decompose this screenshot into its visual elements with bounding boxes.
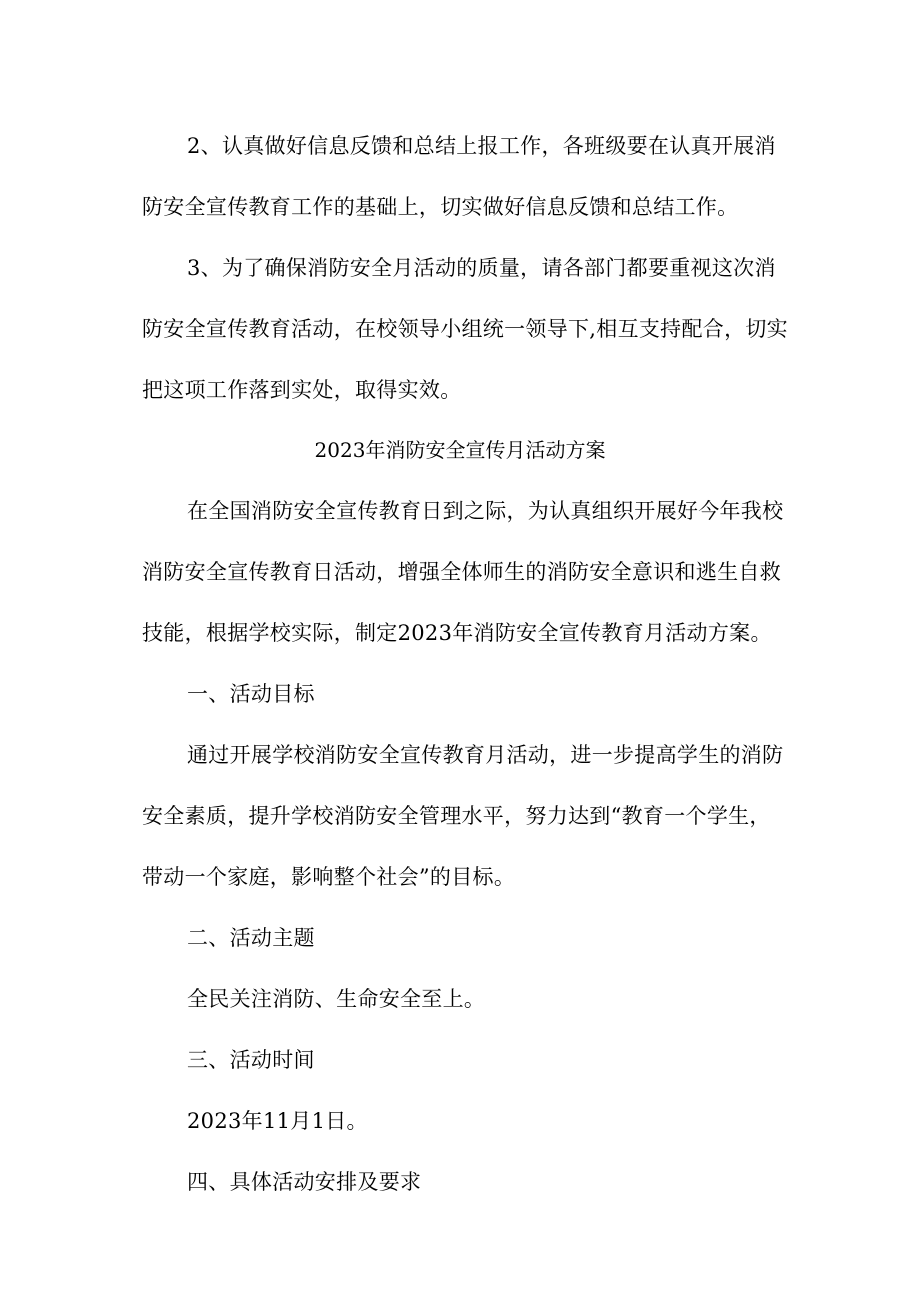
section-1-heading: 一、活动目标 [187,682,315,706]
section-4-heading: 四、具体活动安排及要求 [187,1170,422,1194]
intro-line-1: 在全国消防安全宣传教育日到之际，为认真组织开展好今年我校 [187,499,784,523]
intro-line-3: 技能，根据学校实际，制定2023年消防安全宣传教育月活动方案。 [142,621,772,645]
document-title: 2023年消防安全宣传月活动方案 [314,438,606,462]
intro-line-2: 消防安全宣传教育日活动，增强全体师生的消防安全意识和逃生自救 [142,560,781,584]
section-2-body: 全民关注消防、生命安全至上。 [187,987,486,1011]
para-3-line-3: 把这项工作落到实处，取得实效。 [142,378,462,402]
section-3-body: 2023年11月1日。 [187,1109,368,1133]
section-1-line-3: 带动一个家庭，影响整个社会”的目标。 [142,865,516,889]
para-2-line-1: 2、认真做好信息反馈和总结上报工作，各班级要在认真开展消 [187,134,776,158]
para-3-line-1: 3、为了确保消防安全月活动的质量，请各部门都要重视这次消 [187,256,776,280]
para-2-line-2: 防安全宣传教育工作的基础上，切实做好信息反馈和总结工作。 [142,195,739,219]
section-1-line-2: 安全素质，提升学校消防安全管理水平，努力达到“教育一个学生， [142,804,771,828]
section-3-heading: 三、活动时间 [187,1048,315,1072]
section-2-heading: 二、活动主题 [187,926,315,950]
section-1-line-1: 通过开展学校消防安全宣传教育月活动，进一步提高学生的消防 [187,743,784,767]
para-3-line-2: 防安全宣传教育活动，在校领导小组统一领导下,相互支持配合，切实 [142,317,788,341]
